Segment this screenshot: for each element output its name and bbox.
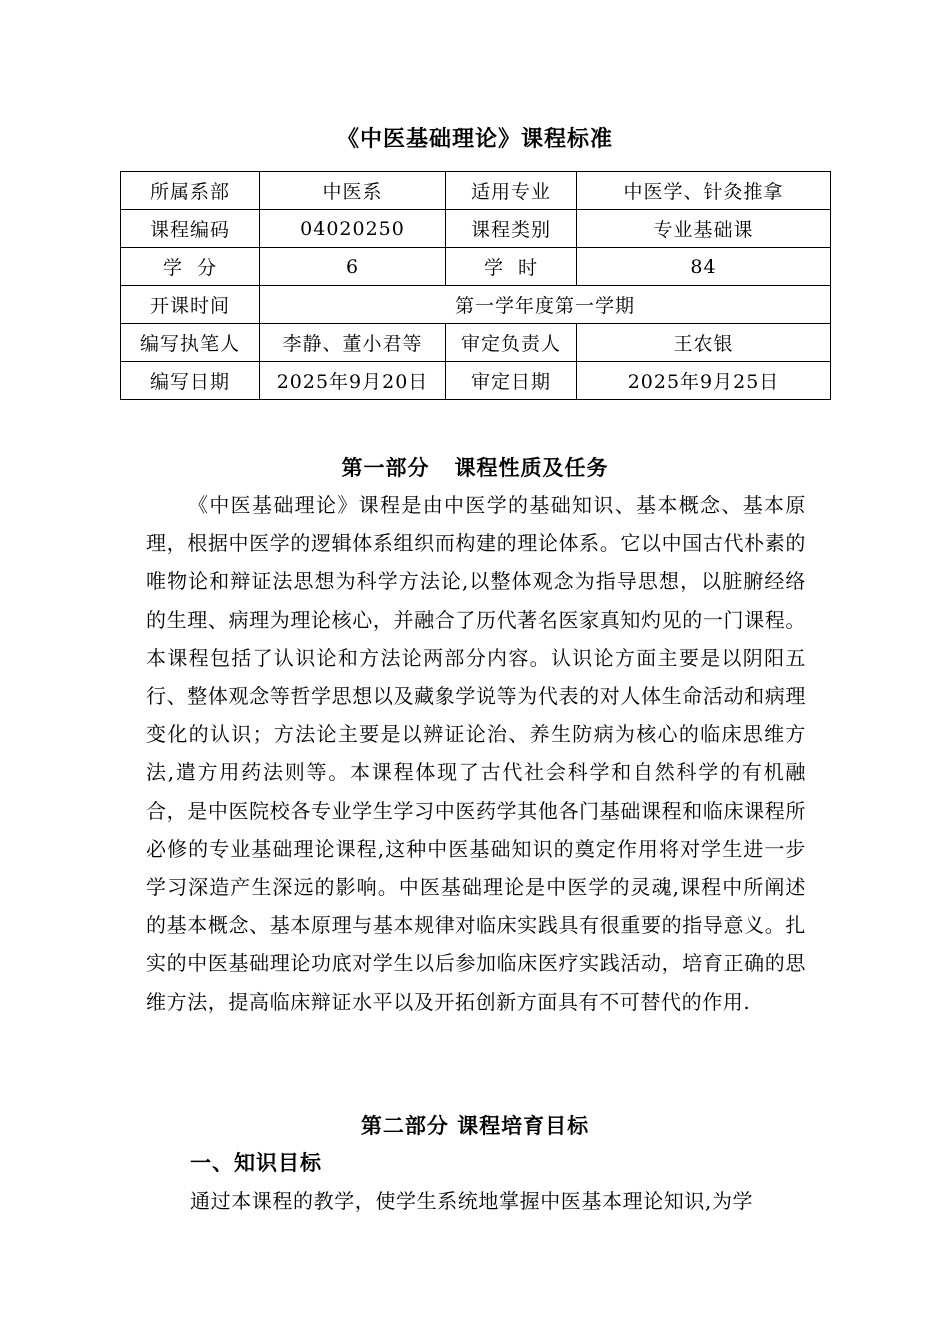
table-cell-label: 编写日期 — [121, 362, 260, 400]
table-row — [121, 286, 831, 324]
section-heading-part1: 第一部分 课程性质及任务 — [341, 455, 609, 480]
table-cell-label: 开课时间 — [121, 286, 260, 324]
subheading-knowledge-goal: 一、知识目标 — [190, 1150, 322, 1175]
table-row — [121, 210, 831, 248]
table-cell-label: 所属系部 — [121, 172, 260, 210]
table-cell-value: 2025年9月25日 — [577, 362, 831, 400]
table-cell-label: 学 分 — [121, 248, 260, 286]
table-cell-value: 2025年9月20日 — [260, 362, 446, 400]
table-row — [121, 362, 831, 400]
table-row — [121, 324, 831, 362]
table-row — [121, 172, 831, 210]
table-cell-value: 中医系 — [260, 172, 446, 210]
table-cell-value: 6 — [260, 248, 446, 286]
table-row — [121, 248, 831, 286]
table-cell-value: 04020250 — [260, 210, 446, 248]
paragraph-text: 《中医基础理论》课程是由中医学的基础知识、基本概念、基本原理，根据中医学的逻辑体系组织而构建的理论体系。它以中国古代朴素的唯物论和辩证法思想为科学方法论,以整体观念为指导思想，以脏腑经络的生理、病理为理论核心，并融合了历代著名医家真知灼见的一门课程。本课程包括了认识论和方法论两部分内容。认识论方面主要是以阴阳五行、整体观念等哲学思想以及藏象学说等为代表的对人体生命活动和病理变化的认识；方法论主要是以辨证论治、养生防病为核心的临床思维方法,遣方用药法则等。本课程体现了古代社会科学和自然科学的有机融合，是中医院校各专业学生学习中医药学其他各门基础课程和临床课程所必修的专业基础理论课程,这种中医基础知识的奠定作用将对学生进一步学习深造产生深远的影响。中医基础理论是中医学的灵魂,课程中所阐述的基本概念、基本原理与基本规律对临床实践具有很重要的指导意义。扎实的中医基础理论功底对学生以后参加临床医疗实践活动，培育正确的思维方法，提高临床辩证水平以及开拓创新方面具有不可替代的作用. — [146, 493, 806, 1014]
table-cell-value: 王农银 — [577, 324, 831, 362]
document-title: 《中医基础理论》课程标准 — [336, 126, 613, 152]
part2-paragraph: 通过本课程的教学，使学生系统地掌握中医基本理论知识,为学 — [190, 1189, 754, 1213]
table-cell-label: 编写执笔人 — [121, 324, 260, 362]
table-cell-label: 课程编码 — [121, 210, 260, 248]
table-cell-label: 审定日期 — [446, 362, 577, 400]
table-cell-value: 李静、董小君等 — [260, 324, 446, 362]
table-cell-label: 审定负责人 — [446, 324, 577, 362]
table-cell-label: 适用专业 — [446, 172, 577, 210]
table-cell-value: 第一学年度第一学期 — [260, 286, 831, 324]
part1-paragraph — [146, 486, 806, 1021]
table-cell-value: 专业基础课 — [577, 210, 831, 248]
table-cell-value: 84 — [577, 248, 831, 286]
table-cell-value: 中医学、针灸推拿 — [577, 172, 831, 210]
table-cell-label: 课程类别 — [446, 210, 577, 248]
section-heading-part2: 第二部分 课程培育目标 — [360, 1113, 590, 1138]
table-cell-label: 学 时 — [446, 248, 577, 286]
course-info-table — [120, 171, 831, 400]
